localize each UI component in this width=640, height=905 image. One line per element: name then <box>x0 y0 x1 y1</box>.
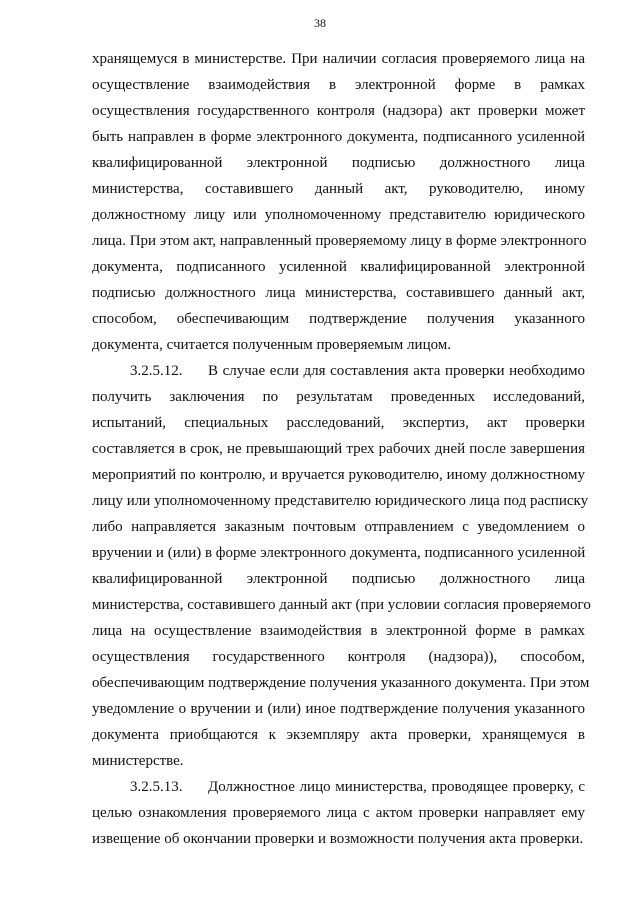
text-line: министерстве. <box>92 753 184 769</box>
text-line: быть направлен в форме электронного документа, подписанного усиленной <box>92 129 585 145</box>
text-line: целью ознакомления проверяемого лица с актом проверки направляет ему <box>92 805 585 821</box>
text-line: извещение об окончании проверки и возможности получения акта проверки. <box>92 831 584 847</box>
text-line: лицу или уполномоченному представителю юридического лица под расписку <box>92 493 589 509</box>
text-line: квалифицированной электронной подписью должностного лица <box>92 155 585 171</box>
text-line: документа, считается полученным проверяемым лицом. <box>92 337 452 353</box>
paragraph-3-2-5-12-start <box>130 362 585 380</box>
text-line: лица на осуществление взаимодействия в электронной форме в рамках <box>92 623 585 639</box>
text-line: составляется в срок, не превышающий трех рабочих дней после завершения <box>92 441 585 457</box>
paragraph-number: 3.2.5.13. <box>130 779 183 795</box>
text-line: хранящемуся в министерстве. При наличии согласия проверяемого лица на <box>92 51 585 67</box>
page-number: 38 <box>314 16 326 30</box>
text-line: способом, обеспечивающим подтверждение получения указанного <box>92 311 585 327</box>
text-line: мероприятий по контролю, и вручается руководителю, иному должностному <box>92 467 585 483</box>
text-line: получить заключения по результатам проведенных исследований, <box>92 389 585 405</box>
text-line: осуществление взаимодействия в электронной форме в рамках <box>92 77 585 93</box>
text-line: осуществления государственного контроля (надзора)), способом, <box>92 649 585 665</box>
text-line: лица. При этом акт, направленный проверяемому лицу в форме электронного <box>92 233 587 249</box>
paragraph-number: 3.2.5.12. <box>130 363 183 379</box>
text-line: министерства, составившего данный акт (при условии согласия проверяемого <box>92 597 591 613</box>
text-line: подписью должностного лица министерства, составившего данный акт, <box>92 285 585 301</box>
text-line: документа приобщаются к экземпляру акта проверки, хранящемуся в <box>92 727 585 743</box>
text-line: либо направляется заказным почтовым отправлением с уведомлением о <box>92 519 585 535</box>
text-line: должностному лицу или уполномоченному представителю юридического <box>92 207 585 223</box>
text-line: испытаний, специальных расследований, экспертиз, акт проверки <box>92 415 585 431</box>
paragraph-3-2-5-13-start <box>130 778 585 796</box>
text-line: обеспечивающим подтверждение получения указанного документа. При этом <box>92 675 590 691</box>
text-line: осуществления государственного контроля (надзора) акт проверки может <box>92 103 585 119</box>
text-line: документа, подписанного усиленной квалифицированной электронной <box>92 259 585 275</box>
text-line: квалифицированной электронной подписью должностного лица <box>92 571 585 587</box>
text-line: уведомление о вручении и (или) иное подтверждение получения указанного <box>92 701 585 717</box>
text-line: вручении и (или) в форме электронного документа, подписанного усиленной <box>92 545 586 561</box>
paragraph-first-line: В случае если для составления акта проверки необходимо <box>208 363 585 379</box>
paragraph-first-line: Должностное лицо министерства, проводящее проверку, с <box>208 779 585 795</box>
text-line: министерства, составившего данный акт, руководителю, иному <box>92 181 585 197</box>
